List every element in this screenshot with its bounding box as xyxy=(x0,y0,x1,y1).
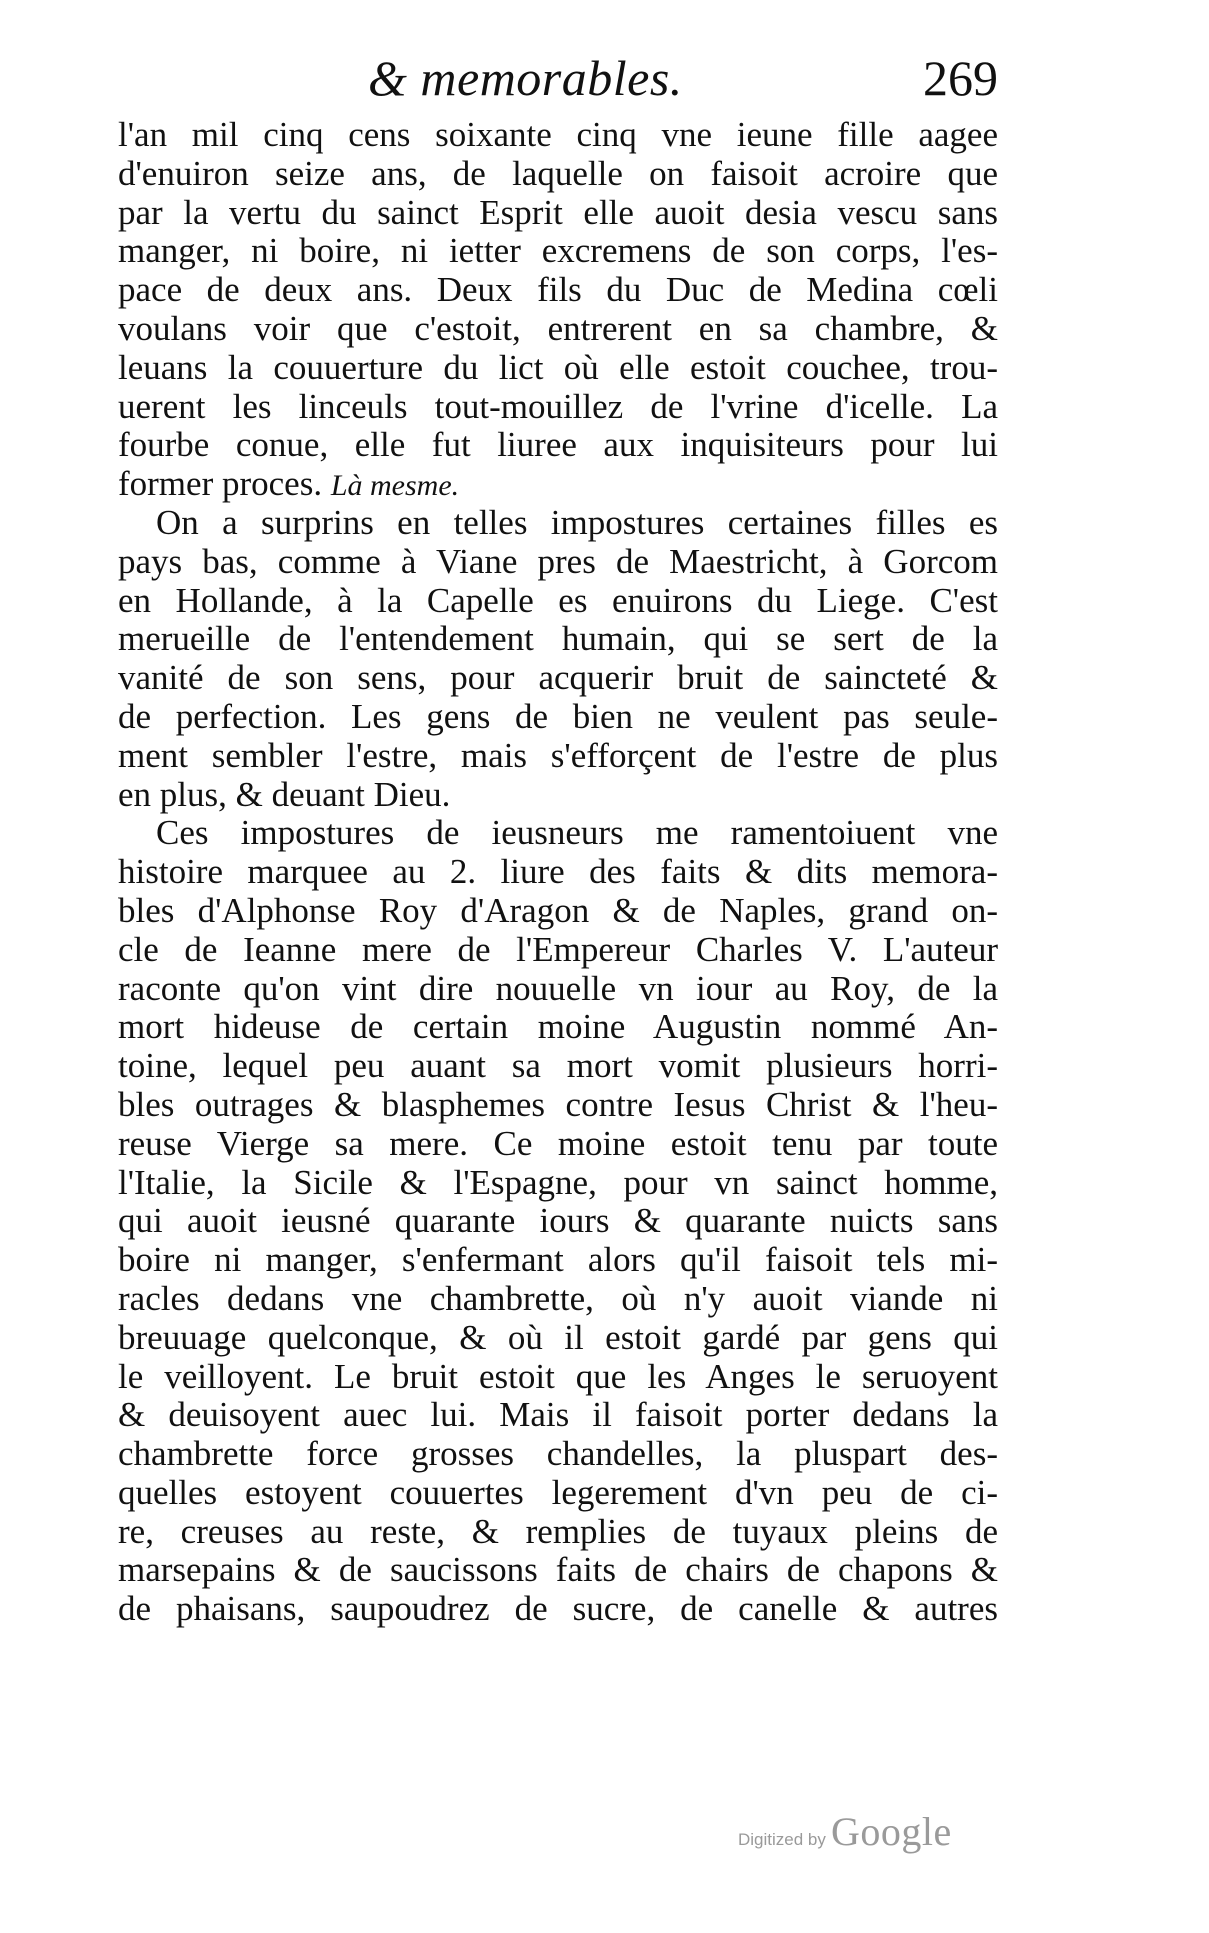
text-line: l'an mil cinq cens soixante cinq vne ieune fille aagee xyxy=(118,115,998,154)
watermark-brand: Google xyxy=(830,1809,952,1854)
text-line: en Hollande, à la Capelle es enuirons du Liege. C'est xyxy=(118,580,998,620)
text-line: histoire marquee au 2. liure des faits & dits memora- xyxy=(118,852,998,892)
text-line-with-reference xyxy=(118,465,998,504)
text-line: manger, ni boire, ni ietter excremens de son corps, l'es- xyxy=(118,231,998,271)
text-line: bles d'Alphonse Roy d'Aragon & de Naples, grand on- xyxy=(118,890,998,930)
text-line: vanité de son sens, pour acquerir bruit de saincteté & xyxy=(118,658,998,698)
text-line: reuse Vierge sa mere. Ce moine estoit tenu par toute xyxy=(118,1123,998,1163)
digitized-watermark xyxy=(738,1808,1008,1854)
text-line: uerent les linceuls tout-mouillez de l'vrine d'icelle. La xyxy=(118,386,998,426)
text-line: bles outrages & blasphemes contre Iesus Christ & l'heu- xyxy=(118,1084,998,1124)
text-line: pays bas, comme à Viane pres de Maestricht, à Gorcom xyxy=(118,541,998,581)
text-line: leuans la couuerture du lict où elle estoit couchee, trou- xyxy=(118,347,998,387)
text-line: merueille de l'entendement humain, qui se sert de la xyxy=(118,619,998,659)
text-line: cle de Ieanne mere de l'Empereur Charles V. L'auteur xyxy=(118,929,998,969)
text-line: quelles estoyent couuertes legerement d'vn peu de ci- xyxy=(118,1472,998,1512)
source-reference: Là mesme. xyxy=(330,469,460,503)
text-line: le veilloyent. Le bruit estoit que les Anges le seruoyent xyxy=(118,1356,998,1396)
running-title: & memorables. xyxy=(368,50,683,106)
text-line: mort hideuse de certain moine Augustin nommé An- xyxy=(118,1007,998,1047)
text-line: Ces impostures de ieusneurs me ramentoiuent vne xyxy=(156,813,998,853)
text-line: On a surprins en telles impostures certaines filles es xyxy=(156,502,998,542)
text-line: raconte qu'on vint dire nouuelle vn iour au Roy, de la xyxy=(118,968,998,1008)
text-line: ment sembler l'estre, mais s'efforçent de l'estre de plus xyxy=(118,735,998,775)
text-line: marsepains & de saucissons faits de chairs de chapons & xyxy=(118,1550,998,1590)
text-line: l'Italie, la Sicile & l'Espagne, pour vn sainct homme, xyxy=(118,1162,998,1202)
page-number: 269 xyxy=(923,50,998,106)
text-line: qui auoit ieusné quarante iours & quarante nuicts sans xyxy=(118,1201,998,1241)
text-line: de perfection. Les gens de bien ne veulent pas seule- xyxy=(118,696,998,736)
text-line: boire ni manger, s'enfermant alors qu'il faisoit tels mi- xyxy=(118,1240,998,1280)
text-line: toine, lequel peu auant sa mort vomit plusieurs horri- xyxy=(118,1046,998,1086)
text-line: fourbe conue, elle fut liuree aux inquisiteurs pour lui xyxy=(118,425,998,465)
text-line: re, creuses au reste, & remplies de tuyaux pleins de xyxy=(118,1511,998,1551)
text-line: en plus, & deuant Dieu. xyxy=(118,774,451,814)
text-line: voulans voir que c'estoit, entrerent en sa chambre, & xyxy=(118,308,998,348)
text-line: par la vertu du sainct Esprit elle auoit desia vescu sans xyxy=(118,192,998,232)
text-line: d'enuiron seize ans, de laquelle on faisoit acroire que xyxy=(118,153,998,193)
text-line: breuuage quelconque, & où il estoit gardé par gens qui xyxy=(118,1317,998,1357)
text-line-content: former proces. xyxy=(118,464,323,504)
watermark-prefix: Digitized by xyxy=(738,1830,826,1849)
body-text xyxy=(118,116,998,1629)
text-line: pace de deux ans. Deux fils du Duc de Medina cœli xyxy=(118,270,998,310)
text-line: chambrette force grosses chandelles, la pluspart des- xyxy=(118,1434,998,1474)
text-line: racles dedans vne chambrette, où n'y auoit viande ni xyxy=(118,1278,998,1318)
text-line: de phaisans, saupoudrez de sucre, de canelle & autres xyxy=(118,1589,998,1629)
running-head xyxy=(118,40,998,110)
text-line: & deuisoyent auec lui. Mais il faisoit porter dedans la xyxy=(118,1395,998,1435)
